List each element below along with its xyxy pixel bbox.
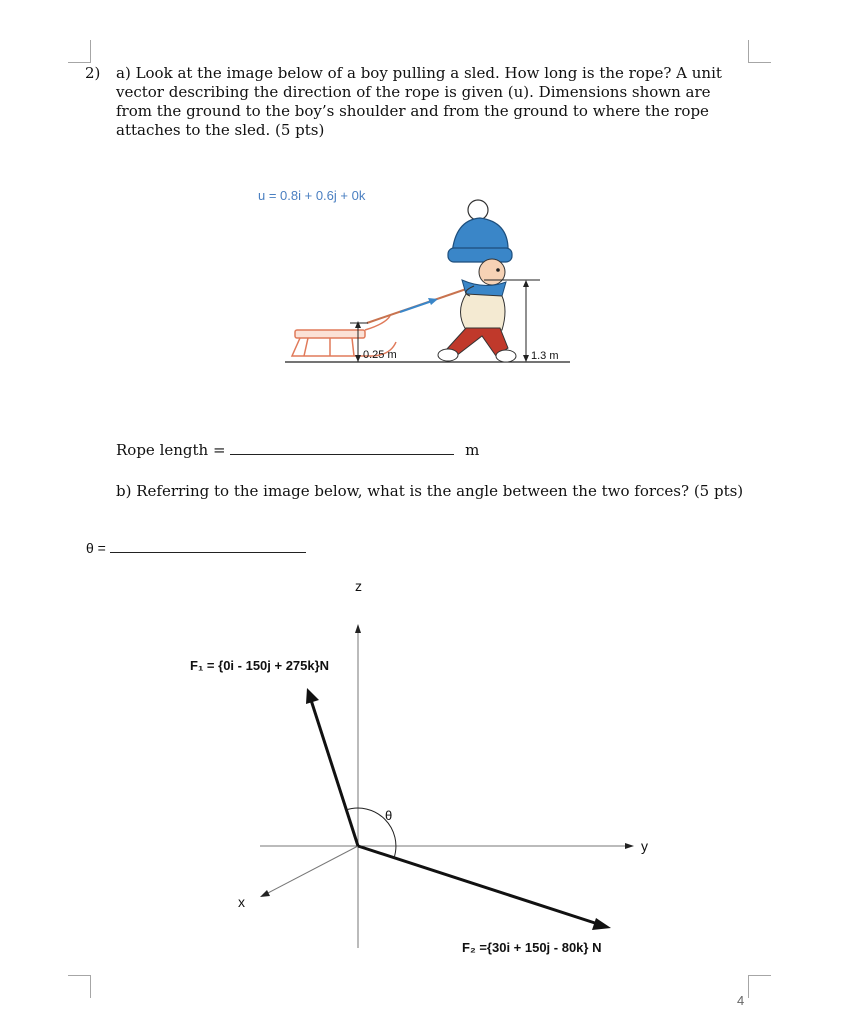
- z-axis-label: z: [355, 578, 362, 594]
- part-a-prompt: a) Look at the image below of a boy pulling a sled. How long is the rope? A unit vector describing the direction of the rope is given (u). Dimensions shown are from the ground to the boy’s shoulder and from the ground to where the rope attaches to the sled. (5 pts): [116, 64, 722, 139]
- page-number: 4: [737, 993, 745, 1008]
- rope-length-label: Rope length =: [116, 441, 226, 459]
- theta-symbol: θ: [385, 808, 393, 823]
- rope-length-row: [116, 440, 479, 459]
- crop-mark-top-left: [68, 40, 91, 63]
- crop-mark-bottom-right: [748, 975, 771, 998]
- crop-mark-bottom-left: [68, 975, 91, 998]
- f1-label: F₁ = {0i - 150j + 275k}N: [190, 658, 330, 673]
- question-2-text: [85, 64, 745, 140]
- unit-vector-label: u = 0.8i + 0.6j + 0k: [258, 188, 366, 203]
- rope-length-blank[interactable]: [230, 440, 454, 455]
- crop-mark-top-right: [748, 40, 771, 63]
- part-b-prompt: b) Referring to the image below, what is the angle between the two forces? (5 pts): [116, 482, 744, 500]
- sled-boy-figure: [270, 192, 590, 372]
- y-axis-label: y: [641, 838, 648, 854]
- x-axis-label: x: [238, 894, 245, 910]
- boy-drawing: [438, 200, 516, 362]
- force-vector-figure: [230, 600, 660, 960]
- f2-label: F₂ ={30i + 150j - 80k} N: [462, 940, 602, 955]
- question-number: 2): [85, 64, 101, 82]
- theta-label: θ =: [86, 540, 106, 556]
- shoulder-height-label: 1.3 m: [531, 350, 559, 362]
- sled-height-label: 0.25 m: [363, 349, 397, 361]
- f1-vector: [311, 700, 358, 846]
- theta-row: [86, 538, 306, 556]
- unit-vector-arrow: [400, 301, 432, 312]
- x-axis: [266, 846, 358, 894]
- rope-length-unit: m: [465, 441, 480, 459]
- theta-blank[interactable]: [110, 538, 306, 553]
